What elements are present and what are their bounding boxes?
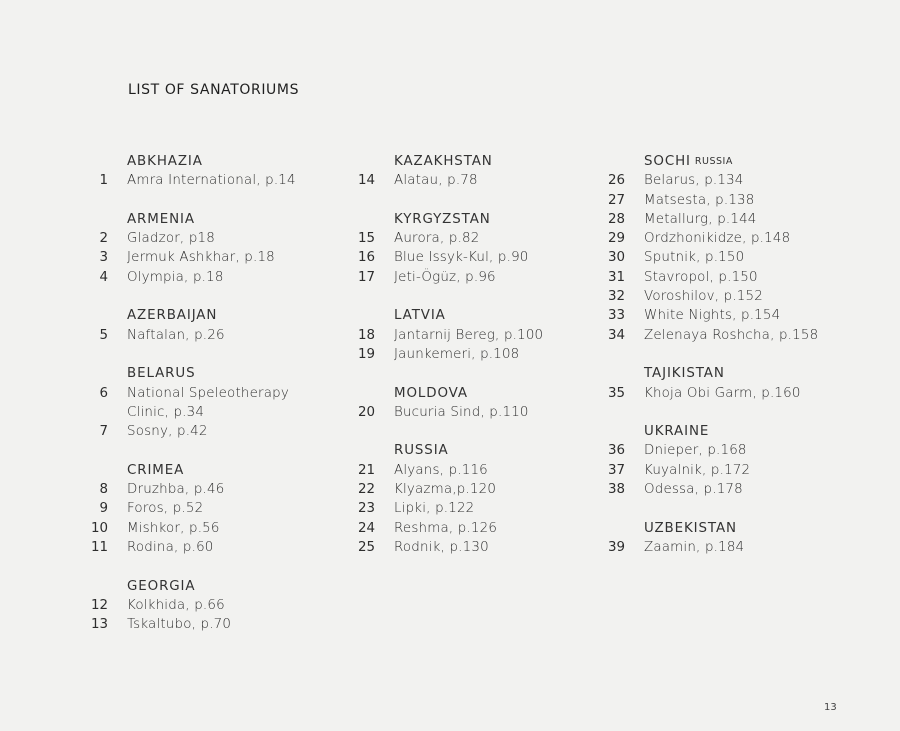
entry-text: Rodnik, p.130 xyxy=(394,539,489,555)
entry-number: 10 xyxy=(90,520,108,536)
sanatorium-entry xyxy=(345,461,543,480)
sanatorium-entry xyxy=(78,519,296,538)
entry-text: Jermuk Ashkhar, p.18 xyxy=(127,250,275,266)
entry-text: Voroshilov, p.152 xyxy=(644,289,763,305)
sanatorium-entry xyxy=(345,519,543,538)
entry-number: 21 xyxy=(357,462,375,478)
entry-text: Kuyalnik, p.172 xyxy=(644,462,751,478)
entry-text: Olympia, p.18 xyxy=(127,269,224,285)
entry-number: 15 xyxy=(357,231,375,247)
entry-number: 9 xyxy=(99,501,108,517)
entry-number: 37 xyxy=(607,462,625,478)
entry-text: White Nights, p.154 xyxy=(644,308,781,324)
entry-text: Dnieper, p.168 xyxy=(644,443,747,459)
sanatorium-entry xyxy=(78,384,296,403)
entry-number: 12 xyxy=(90,597,108,613)
entry-number: 24 xyxy=(357,520,375,536)
sanatorium-entry xyxy=(595,268,818,287)
entry-text: Blue Issyk-Kul, p.90 xyxy=(394,250,529,266)
sanatorium-entry xyxy=(595,480,818,499)
entry-text: Matsesta, p.138 xyxy=(644,192,755,208)
sanatorium-entry xyxy=(78,229,296,248)
country-group xyxy=(595,422,818,499)
sanatorium-entry xyxy=(78,248,296,267)
country-group xyxy=(345,306,543,364)
entry-number: 22 xyxy=(357,482,375,498)
entry-number xyxy=(78,403,127,422)
sanatorium-entry xyxy=(345,268,543,287)
entry-text: Foros, p.52 xyxy=(127,501,204,517)
sanatorium-entry xyxy=(78,171,296,190)
entry-number: 39 xyxy=(607,539,625,555)
country-heading xyxy=(78,364,296,383)
sanatorium-entry xyxy=(345,345,543,364)
country-heading xyxy=(345,210,543,229)
country-group xyxy=(345,210,543,287)
country-group xyxy=(78,210,296,287)
entry-text: Bucuria Sind, p.110 xyxy=(394,404,529,420)
spacer xyxy=(78,364,127,383)
spacer xyxy=(595,422,644,441)
country-name: ARMENIA xyxy=(127,211,195,227)
country-group xyxy=(78,306,296,345)
entry-number: 32 xyxy=(607,289,625,305)
entry-number: 30 xyxy=(607,250,625,266)
entry-number: 26 xyxy=(607,173,625,189)
sanatorium-entry xyxy=(78,499,296,518)
country-group xyxy=(595,364,818,403)
country-name: TAJIKISTAN xyxy=(644,366,725,382)
sanatorium-entry xyxy=(78,480,296,499)
entry-text: Sosny, p.42 xyxy=(127,424,208,440)
entry-text: Jeti-Ögüz, p.96 xyxy=(394,269,496,285)
column-3 xyxy=(595,152,818,577)
spacer xyxy=(345,152,394,171)
country-group xyxy=(78,152,296,191)
country-heading xyxy=(345,152,543,171)
sanatorium-entry xyxy=(595,287,818,306)
entry-text: Zaamin, p.184 xyxy=(644,539,745,555)
entry-text: Druzhba, p.46 xyxy=(127,482,225,498)
entry-text: Clinic, p.34 xyxy=(127,404,205,420)
country-heading xyxy=(78,210,296,229)
entry-number: 31 xyxy=(607,269,625,285)
entry-text: Metallurg, p.144 xyxy=(644,211,757,227)
entry-number: 29 xyxy=(607,231,625,247)
entry-number: 6 xyxy=(99,385,108,401)
entry-text: Ordzhonikidze, p.148 xyxy=(644,231,791,247)
entry-number: 14 xyxy=(357,173,375,189)
entry-number: 35 xyxy=(607,385,625,401)
sanatorium-entry xyxy=(595,326,818,345)
spacer xyxy=(595,519,644,538)
country-heading xyxy=(78,306,296,325)
entry-text: Jantarnij Bereg, p.100 xyxy=(394,327,544,343)
country-heading xyxy=(345,384,543,403)
sanatorium-entry xyxy=(78,615,296,634)
sanatorium-entry xyxy=(595,171,818,190)
country-name: MOLDOVA xyxy=(394,385,468,401)
entry-text: Klyazma,p.120 xyxy=(394,482,497,498)
sanatorium-entry xyxy=(595,441,818,460)
entry-text: Stavropol, p.150 xyxy=(644,269,758,285)
country-group xyxy=(595,519,818,558)
entry-text: Alatau, p.78 xyxy=(394,173,478,189)
sanatorium-entry xyxy=(595,229,818,248)
country-name: UZBEKISTAN xyxy=(644,520,737,536)
sanatorium-entry xyxy=(345,499,543,518)
entry-number: 27 xyxy=(607,192,625,208)
entry-text: Jaunkemeri, p.108 xyxy=(394,346,520,362)
spacer xyxy=(345,306,394,325)
entry-text: Zelenaya Roshcha, p.158 xyxy=(644,327,819,343)
entry-number: 4 xyxy=(99,269,108,285)
country-group xyxy=(78,461,296,557)
sanatorium-entry xyxy=(595,248,818,267)
entry-number: 19 xyxy=(357,346,375,362)
entry-text: Rodina, p.60 xyxy=(127,539,214,555)
entry-number: 23 xyxy=(357,501,375,517)
entry-text: National Speleotherapy xyxy=(127,385,289,401)
entry-number: 36 xyxy=(607,443,625,459)
spacer xyxy=(595,364,644,383)
entry-text: Lipki, p.122 xyxy=(394,501,475,517)
spacer xyxy=(345,441,394,460)
entry-number: 20 xyxy=(357,404,375,420)
sanatorium-entry xyxy=(78,422,296,441)
country-subtitle: RUSSIA xyxy=(694,156,733,167)
column-1 xyxy=(78,152,296,654)
entry-number: 16 xyxy=(357,250,375,266)
column-2 xyxy=(345,152,543,577)
entry-number: 33 xyxy=(607,308,625,324)
country-heading xyxy=(78,461,296,480)
page-title: LIST OF SANATORIUMS xyxy=(128,82,300,98)
spacer xyxy=(78,152,127,171)
entry-number: 11 xyxy=(90,539,108,555)
entry-number: 13 xyxy=(90,617,108,633)
spacer xyxy=(78,306,127,325)
sanatorium-entry xyxy=(595,306,818,325)
entry-text: Gladzor, p18 xyxy=(127,231,215,247)
entry-text: Sputnik, p.150 xyxy=(644,250,745,266)
entry-number: 3 xyxy=(99,250,108,266)
spacer xyxy=(345,210,394,229)
sanatorium-entry xyxy=(345,171,543,190)
country-group xyxy=(345,152,543,191)
entry-number: 25 xyxy=(357,539,375,555)
entry-text: Tskaltubo, p.70 xyxy=(127,617,232,633)
spacer xyxy=(78,461,127,480)
entry-text: Reshma, p.126 xyxy=(394,520,498,536)
country-name: CRIMEA xyxy=(127,462,185,478)
country-name: ABKHAZIA xyxy=(127,154,203,169)
country-heading xyxy=(78,152,296,171)
country-name: BELARUS xyxy=(127,366,196,382)
entry-number: 34 xyxy=(607,327,625,343)
country-heading xyxy=(595,519,818,538)
entry-text: Kolkhida, p.66 xyxy=(127,597,225,613)
entry-number: 1 xyxy=(99,173,108,189)
sanatorium-entry xyxy=(345,326,543,345)
sanatorium-entry xyxy=(345,480,543,499)
spacer xyxy=(595,152,644,171)
entry-text: Mishkor, p.56 xyxy=(127,520,220,536)
country-name: GEORGIA xyxy=(127,578,196,594)
sanatorium-entry xyxy=(595,461,818,480)
sanatorium-entry xyxy=(78,538,296,557)
entry-text: Amra International, p.14 xyxy=(127,173,296,189)
entry-text: Alyans, p.116 xyxy=(394,462,488,478)
country-name: KYRGYZSTAN xyxy=(394,211,491,227)
entry-number: 17 xyxy=(357,269,375,285)
sanatorium-entry xyxy=(345,248,543,267)
sanatorium-entry xyxy=(345,229,543,248)
country-group xyxy=(78,577,296,635)
country-heading xyxy=(595,364,818,383)
entry-number: 2 xyxy=(99,231,108,247)
country-group xyxy=(595,152,818,345)
sanatorium-entry xyxy=(595,210,818,229)
country-heading xyxy=(345,441,543,460)
entry-text: Naftalan, p.26 xyxy=(127,327,225,343)
entry-text: Odessa, p.178 xyxy=(644,482,743,498)
sanatorium-entry xyxy=(595,191,818,210)
entry-number: 28 xyxy=(607,211,625,227)
spacer xyxy=(78,577,127,596)
country-heading xyxy=(78,577,296,596)
country-name: RUSSIA xyxy=(394,443,449,459)
sanatorium-entry xyxy=(78,403,296,422)
sanatorium-entry xyxy=(595,384,818,403)
country-group xyxy=(345,441,543,557)
entry-number: 5 xyxy=(99,327,108,343)
country-group xyxy=(78,364,296,441)
page-number: 13 xyxy=(824,702,837,713)
entry-number: 8 xyxy=(99,482,108,498)
country-heading xyxy=(595,422,818,441)
country-name: AZERBAIJAN xyxy=(127,308,218,324)
entry-text: Belarus, p.134 xyxy=(644,173,744,189)
spacer xyxy=(78,210,127,229)
entry-text: Aurora, p.82 xyxy=(394,231,480,247)
sanatorium-entry xyxy=(595,538,818,557)
country-name: UKRAINE xyxy=(644,424,710,440)
country-name: SOCHI xyxy=(644,154,691,169)
country-name: LATVIA xyxy=(394,308,446,324)
spacer xyxy=(345,384,394,403)
sanatorium-entry xyxy=(345,538,543,557)
entry-number: 7 xyxy=(99,424,108,440)
entry-text: Khoja Obi Garm, p.160 xyxy=(644,385,801,401)
country-group xyxy=(345,384,543,423)
country-heading xyxy=(595,152,818,171)
sanatorium-entry xyxy=(345,403,543,422)
entry-number: 38 xyxy=(607,482,625,498)
country-heading xyxy=(345,306,543,325)
entry-number: 18 xyxy=(357,327,375,343)
sanatorium-entry xyxy=(78,596,296,615)
country-name: KAZAKHSTAN xyxy=(394,154,493,169)
sanatorium-entry xyxy=(78,268,296,287)
sanatorium-entry xyxy=(78,326,296,345)
